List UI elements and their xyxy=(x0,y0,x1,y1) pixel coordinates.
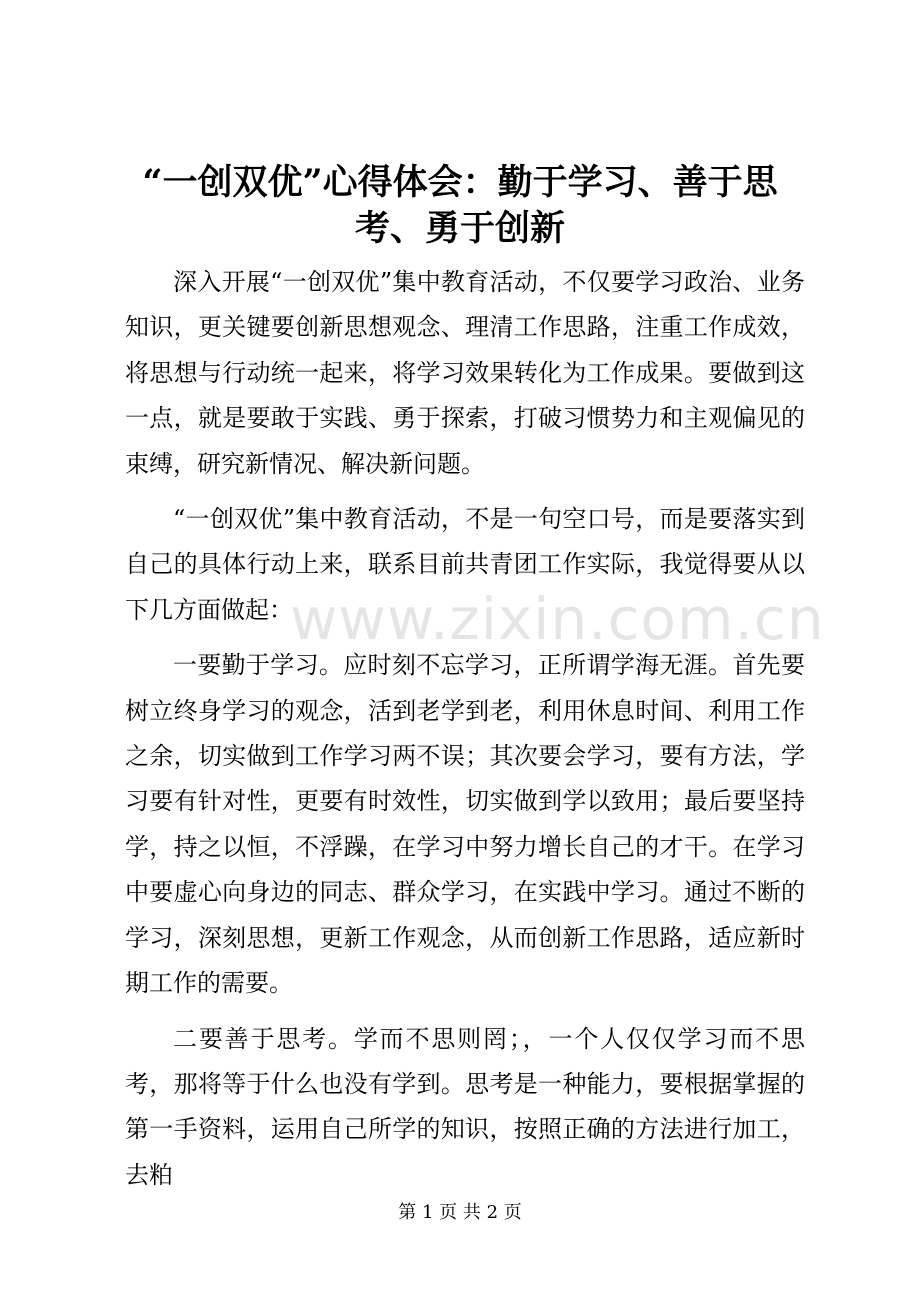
document-title xyxy=(120,160,800,252)
watermark: www.zixin.com.cn xyxy=(290,585,825,653)
paragraph-intro: 深入开展“一创双优”集中教育活动，不仅要学习政治、业务知识，更关键要创新思想观念、理清工作思路，注重工作成效，将思想与行动统一起来，将学习效果转化为工作成果。要做到这一点，就是要敢于实践、勇于探索，打破习惯势力和主观偏见的束缚，研究新情况、解决新问题。 xyxy=(125,268,805,478)
paragraph-study: 一要勤于学习。应时刻不忘学习，正所谓学海无涯。首先要树立终身学习的观念，活到老学到老，利用休息时间、利用工作之余，切实做到工作学习两不误；其次要会学习，要有方法，学习要有针对性，更要有时效性，切实做到学以致用；最后要坚持学，持之以恒，不浮躁，在学习中努力增长自己的才干。在学习中要虚心向身边的同志、群众学习，在实践中学习。通过不断的学习，深刻思想，更新工作观念，从而创新工作思路，适应新时期工作的需要。 xyxy=(125,651,805,998)
title-line-2: 考、勇于创新 xyxy=(354,208,565,249)
title-line-1: “一创双优”心得体会：勤于学习、善于思 xyxy=(142,162,778,203)
paragraph-think: 二要善于思考。学而不思则罔；，一个人仅仅学习而不思考，那将等于什么也没有学到。思考是一种能力，要根据掌握的第一手资料，运用自己所学的知识，按照正确的方法进行加工，去粕 xyxy=(125,1024,805,1189)
document-body xyxy=(125,260,805,1198)
page-footer: 第 1 页 共 2 页 xyxy=(398,1202,522,1223)
paragraph-approach: “一创双优”集中教育活动，不是一句空口号，而是要落实到自己的具体行动上来，联系目前共青团工作实际，我觉得要从以下几方面做起： xyxy=(125,505,805,624)
